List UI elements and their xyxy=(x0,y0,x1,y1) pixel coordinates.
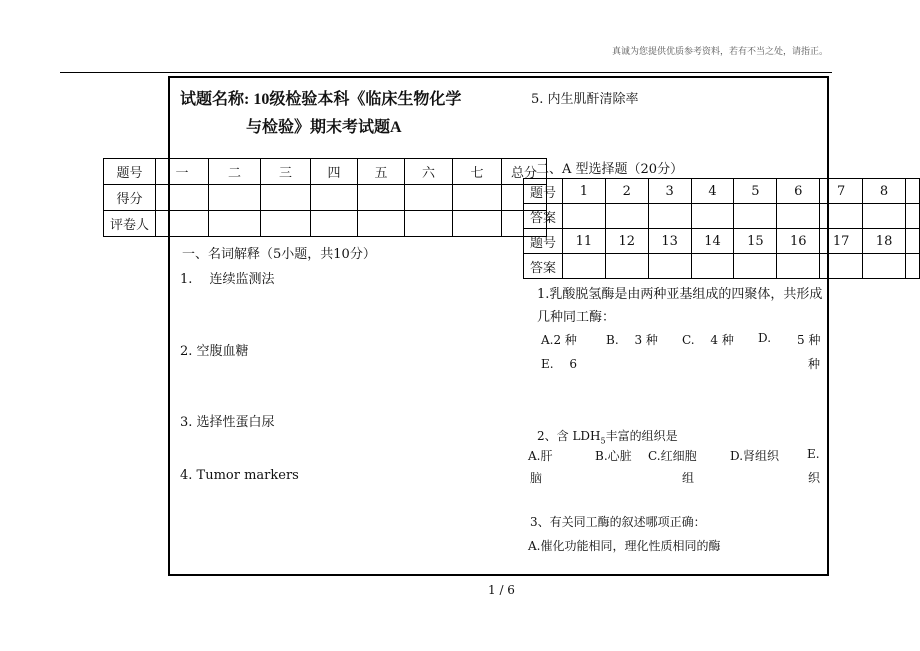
term-item-4: 4. Tumor markers xyxy=(180,468,299,483)
grid-number-cell: 12 xyxy=(605,229,648,254)
grader-cell[interactable] xyxy=(311,211,358,237)
q1-option-e: E. 6 xyxy=(541,357,578,371)
answer-cell[interactable] xyxy=(691,204,734,229)
answer-grid-answer-row xyxy=(524,204,920,229)
grid-number-cell: 13 xyxy=(648,229,691,254)
exam-frame xyxy=(168,76,829,576)
score-table xyxy=(103,158,547,237)
grid-number-cell: 6 xyxy=(777,179,820,204)
answer-cell[interactable] xyxy=(820,254,863,279)
header-note: 真诚为您提供优质参考资料，若有不当之处，请指正。 xyxy=(611,47,828,57)
answer-cell[interactable] xyxy=(648,254,691,279)
q1-option-d: D. xyxy=(758,331,772,345)
score-header-cell: 总分 xyxy=(502,159,547,185)
exam-title-line1: 试题名称: 10级检验本科《临床生物化学 xyxy=(180,91,462,108)
answer-cell[interactable] xyxy=(863,204,906,229)
score-row-label: 得分 xyxy=(104,185,156,211)
grid-number-cell: 5 xyxy=(734,179,777,204)
score-row xyxy=(104,185,547,211)
grader-cell[interactable] xyxy=(156,211,209,237)
grid-number-cell: 16 xyxy=(777,229,820,254)
score-cell[interactable] xyxy=(358,185,405,211)
score-header-cell: 一 xyxy=(156,159,209,185)
answer-grid-number-row xyxy=(524,229,920,254)
grid-label: 题号 xyxy=(524,229,563,254)
answer-cell[interactable] xyxy=(734,254,777,279)
score-cell[interactable] xyxy=(156,185,209,211)
score-header-cell: 五 xyxy=(358,159,405,185)
answer-cell[interactable] xyxy=(777,254,820,279)
score-row-label: 评卷人 xyxy=(104,211,156,237)
q2-stem xyxy=(537,427,678,445)
score-cell[interactable] xyxy=(311,185,358,211)
score-header-cell: 六 xyxy=(405,159,453,185)
score-header-cell: 七 xyxy=(453,159,502,185)
answer-cell[interactable] xyxy=(820,204,863,229)
term-item-2: 2. 空腹血糖 xyxy=(180,344,249,359)
grid-number-cell: 2 xyxy=(605,179,648,204)
grid-number-cell: 14 xyxy=(691,229,734,254)
q1-option-e-tail: 种 xyxy=(808,357,821,371)
score-header-cell: 三 xyxy=(261,159,311,185)
term-item-3: 3. 选择性蛋白尿 xyxy=(180,415,275,430)
answer-cell[interactable] xyxy=(906,204,920,229)
answer-grid-answer-row xyxy=(524,254,920,279)
grid-number-cell: 4 xyxy=(691,179,734,204)
grader-row xyxy=(104,211,547,237)
q3-stem: 3、有关同工酶的叙述哪项正确： xyxy=(530,515,706,529)
answer-grid-number-row xyxy=(524,179,920,204)
grid-number-cell: 3 xyxy=(648,179,691,204)
section2-heading: 二、A 型选择题（20分） xyxy=(536,162,684,177)
answer-cell[interactable] xyxy=(648,204,691,229)
q1-stem-line1: 1.乳酸脱氢酶是由两种亚基组成的四聚体，共形成 xyxy=(537,287,823,302)
q2-option-e-cont: 织 xyxy=(808,471,821,485)
grader-cell[interactable] xyxy=(209,211,261,237)
header-rule xyxy=(60,72,832,73)
score-header-cell: 题号 xyxy=(104,159,156,185)
grid-number-cell: 17 xyxy=(820,229,863,254)
q2-option-a-cont: 脑 xyxy=(530,471,543,485)
grid-number-cell: 7 xyxy=(820,179,863,204)
q1-option-c: C. 4 种 xyxy=(682,333,734,347)
answer-cell[interactable] xyxy=(734,204,777,229)
page-number: 1 / 6 xyxy=(488,583,515,597)
answer-cell[interactable] xyxy=(605,204,648,229)
exam-title-line2: 与检验》期末考试题A xyxy=(246,119,402,136)
score-header-cell: 二 xyxy=(209,159,261,185)
grid-number-cell: 15 xyxy=(734,229,777,254)
grader-cell[interactable] xyxy=(261,211,311,237)
score-cell[interactable] xyxy=(405,185,453,211)
q1-option-d-tail: 5 种 xyxy=(797,333,821,347)
grid-number-cell: 11 xyxy=(562,229,605,254)
q1-option-b: B. 3 种 xyxy=(606,333,658,347)
grid-label: 答案 xyxy=(524,254,563,279)
score-cell[interactable] xyxy=(209,185,261,211)
score-header-cell: 四 xyxy=(311,159,358,185)
answer-cell[interactable] xyxy=(691,254,734,279)
q2-option-c: C.红细胞 xyxy=(648,449,697,463)
q2-option-d: D.肾组织 xyxy=(730,449,780,463)
answer-cell[interactable] xyxy=(777,204,820,229)
answer-grid xyxy=(523,178,920,279)
term-item-1: 1. 连续监测法 xyxy=(180,272,275,287)
q1-stem-line2: 几种同工酶： xyxy=(537,310,616,325)
grader-cell[interactable] xyxy=(453,211,502,237)
q2-stem-sub: 5 xyxy=(600,436,606,446)
grid-label: 题号 xyxy=(524,179,563,204)
score-cell[interactable] xyxy=(261,185,311,211)
grader-cell[interactable] xyxy=(405,211,453,237)
grader-cell[interactable] xyxy=(358,211,405,237)
q1-option-a: A.2 种 xyxy=(541,333,577,347)
term-item-5: 5. 内生肌酐清除率 xyxy=(531,92,639,107)
q2-stem-post: 丰富的组织是 xyxy=(605,429,678,443)
answer-cell[interactable] xyxy=(562,254,605,279)
q2-stem-pre: 2、含 LDH xyxy=(537,429,601,443)
q2-option-a: A.肝 xyxy=(528,449,553,463)
q3-option-a: A.催化功能相同，理化性质相同的酶 xyxy=(528,539,721,553)
grid-number-cell: 1 xyxy=(562,179,605,204)
answer-cell[interactable] xyxy=(863,254,906,279)
answer-cell[interactable] xyxy=(562,204,605,229)
grid-number-cell xyxy=(906,229,920,254)
grid-label: 答案 xyxy=(524,204,563,229)
grid-number-cell: 8 xyxy=(863,179,906,204)
q2-option-e: E. xyxy=(807,447,820,461)
score-cell[interactable] xyxy=(453,185,502,211)
q2-option-c-cont: 组 xyxy=(682,471,695,485)
score-header-row xyxy=(104,159,547,185)
q2-option-b: B.心脏 xyxy=(595,449,632,463)
answer-cell[interactable] xyxy=(605,254,648,279)
section1-heading: 一、名词解释（5小题，共10分） xyxy=(182,247,376,262)
answer-cell[interactable] xyxy=(906,254,920,279)
grid-number-cell: 18 xyxy=(863,229,906,254)
grid-number-cell xyxy=(906,179,920,204)
